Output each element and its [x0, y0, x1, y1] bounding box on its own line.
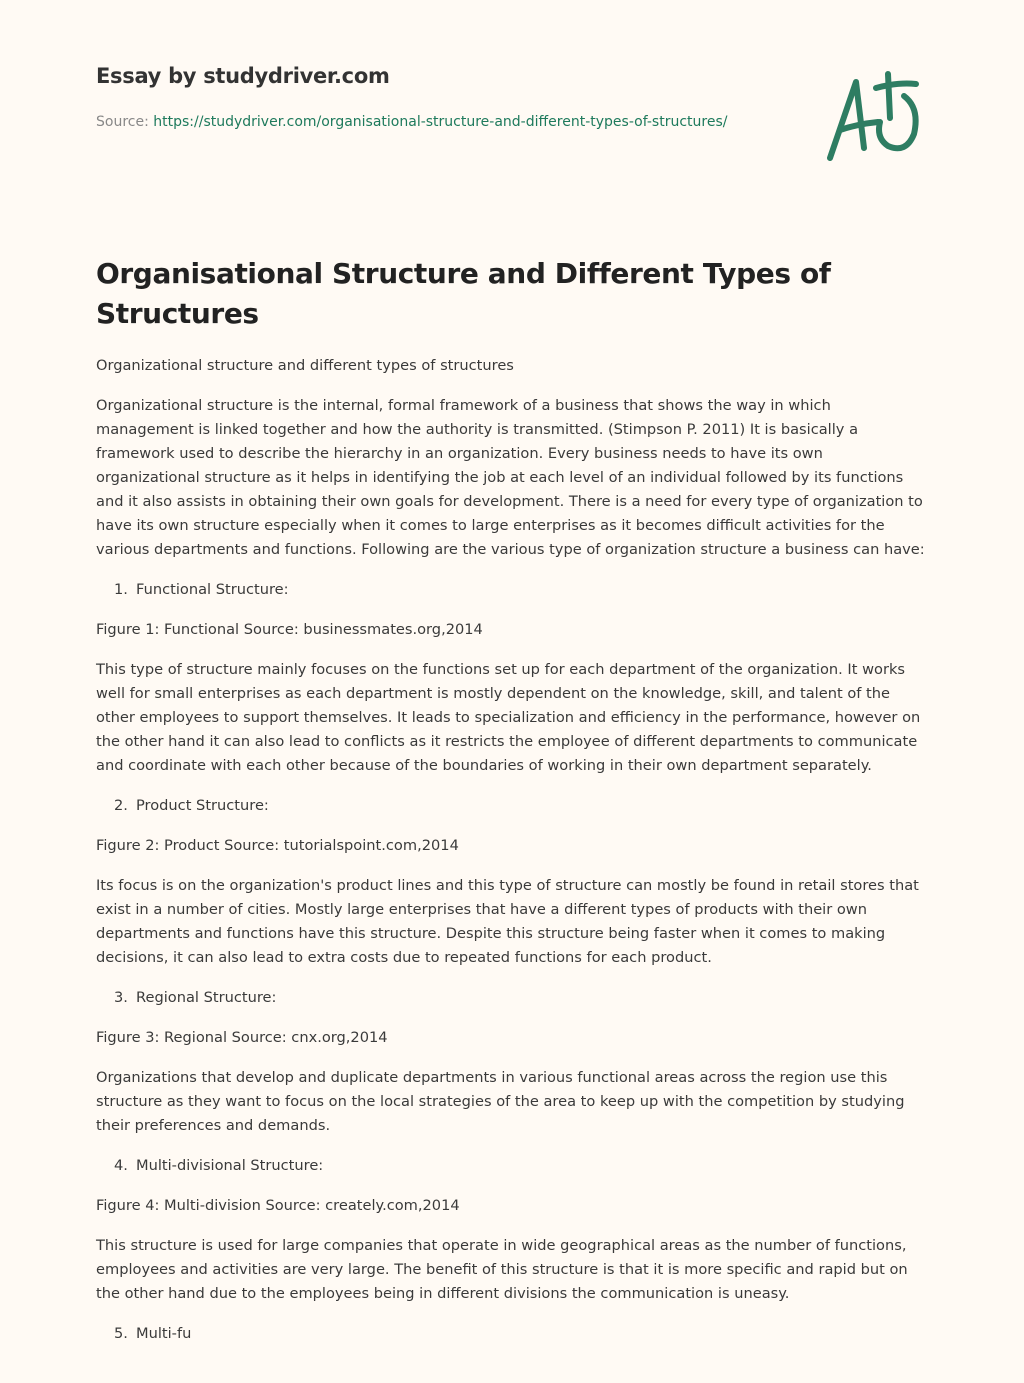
list-number: 1. [114, 581, 128, 598]
list-number: 5. [114, 1325, 128, 1342]
section-paragraph: Its focus is on the organization's product lines and this type of structure can mostly be found in retail stores that exist in a number of cities. Mostly large enterprises that have a different types of products with their own departments and functions have this structure. Despite this structure being faster when it comes to making decisions, it can also lead to extra costs due to repeated functions for each product. [96, 877, 919, 966]
source-line [96, 111, 736, 134]
section-paragraph: This structure is used for large companies that operate in wide geographical areas as the number of functions, employees and activities are very large. The benefit of this structure is that it is more specific and rapid but on the other hand due to the employees being in different divisions the communication is uneasy. [96, 1237, 908, 1302]
section-heading: Multi-divisional Structure: [136, 1157, 324, 1174]
figure-caption: Figure 2: Product Source: tutorialspoint.com,2014 [96, 837, 459, 854]
list-item [96, 794, 926, 818]
a-plus-logo-icon [818, 68, 928, 164]
figure-caption: Figure 4: Multi-division Source: creately.com,2014 [96, 1197, 460, 1214]
section-heading: Multi-fu [136, 1325, 192, 1342]
site-title: Essay by studydriver.com [96, 64, 390, 88]
list-number: 2. [114, 797, 128, 814]
list-item [96, 986, 926, 1010]
article-title: Organisational Structure and Different Types of Structures [96, 257, 831, 330]
list-item [96, 578, 926, 602]
list-item [96, 1322, 926, 1346]
list-number: 4. [114, 1157, 128, 1174]
intro-paragraph: Organizational structure is the internal, formal framework of a business that shows the way in which management is linked together and how the authority is transmitted. (Stimpson P. 2011) It is basically a framework used to describe the hierarchy in an organization. Every business needs to have its own organizational structure as it helps in identifying the job at each level of an individual followed by its functions and it also assists in obtaining their own goals for development. There is a need for every type of organization to have its own structure especially when it comes to large enterprises as it becomes difficult activities for the various departments and functions. Following are the various type of organization structure a business can have: [96, 397, 925, 558]
section-paragraph: This type of structure mainly focuses on the functions set up for each department of the organization. It works well for small enterprises as each department is mostly dependent on the knowledge, skill, and talent of the other employees to support themselves. It leads to specialization and efficiency in the performance, however on the other hand it can also lead to conflicts as it restricts the employee of different departments to communicate and coordinate with each other because of the boundaries of working in their own department separately. [96, 661, 921, 774]
list-number: 3. [114, 989, 128, 1006]
source-label: Source: [96, 114, 154, 130]
section-paragraph: Organizations that develop and duplicate departments in various functional areas across the region use this structure as they want to focus on the local strategies of the area to keep up with the competition by studying their preferences and demands. [96, 1069, 905, 1134]
figure-caption: Figure 1: Functional Source: businessmates.org,2014 [96, 621, 483, 638]
section-heading: Functional Structure: [136, 581, 289, 598]
figure-caption: Figure 3: Regional Source: cnx.org,2014 [96, 1029, 388, 1046]
section-heading: Product Structure: [136, 797, 269, 814]
section-heading: Regional Structure: [136, 989, 277, 1006]
article-body [96, 354, 926, 1362]
article-subtitle: Organizational structure and different types of structures [96, 357, 514, 374]
source-link[interactable]: https://studydriver.com/organisational-structure-and-different-types-of-structures/ [153, 114, 728, 130]
list-item [96, 1154, 926, 1178]
